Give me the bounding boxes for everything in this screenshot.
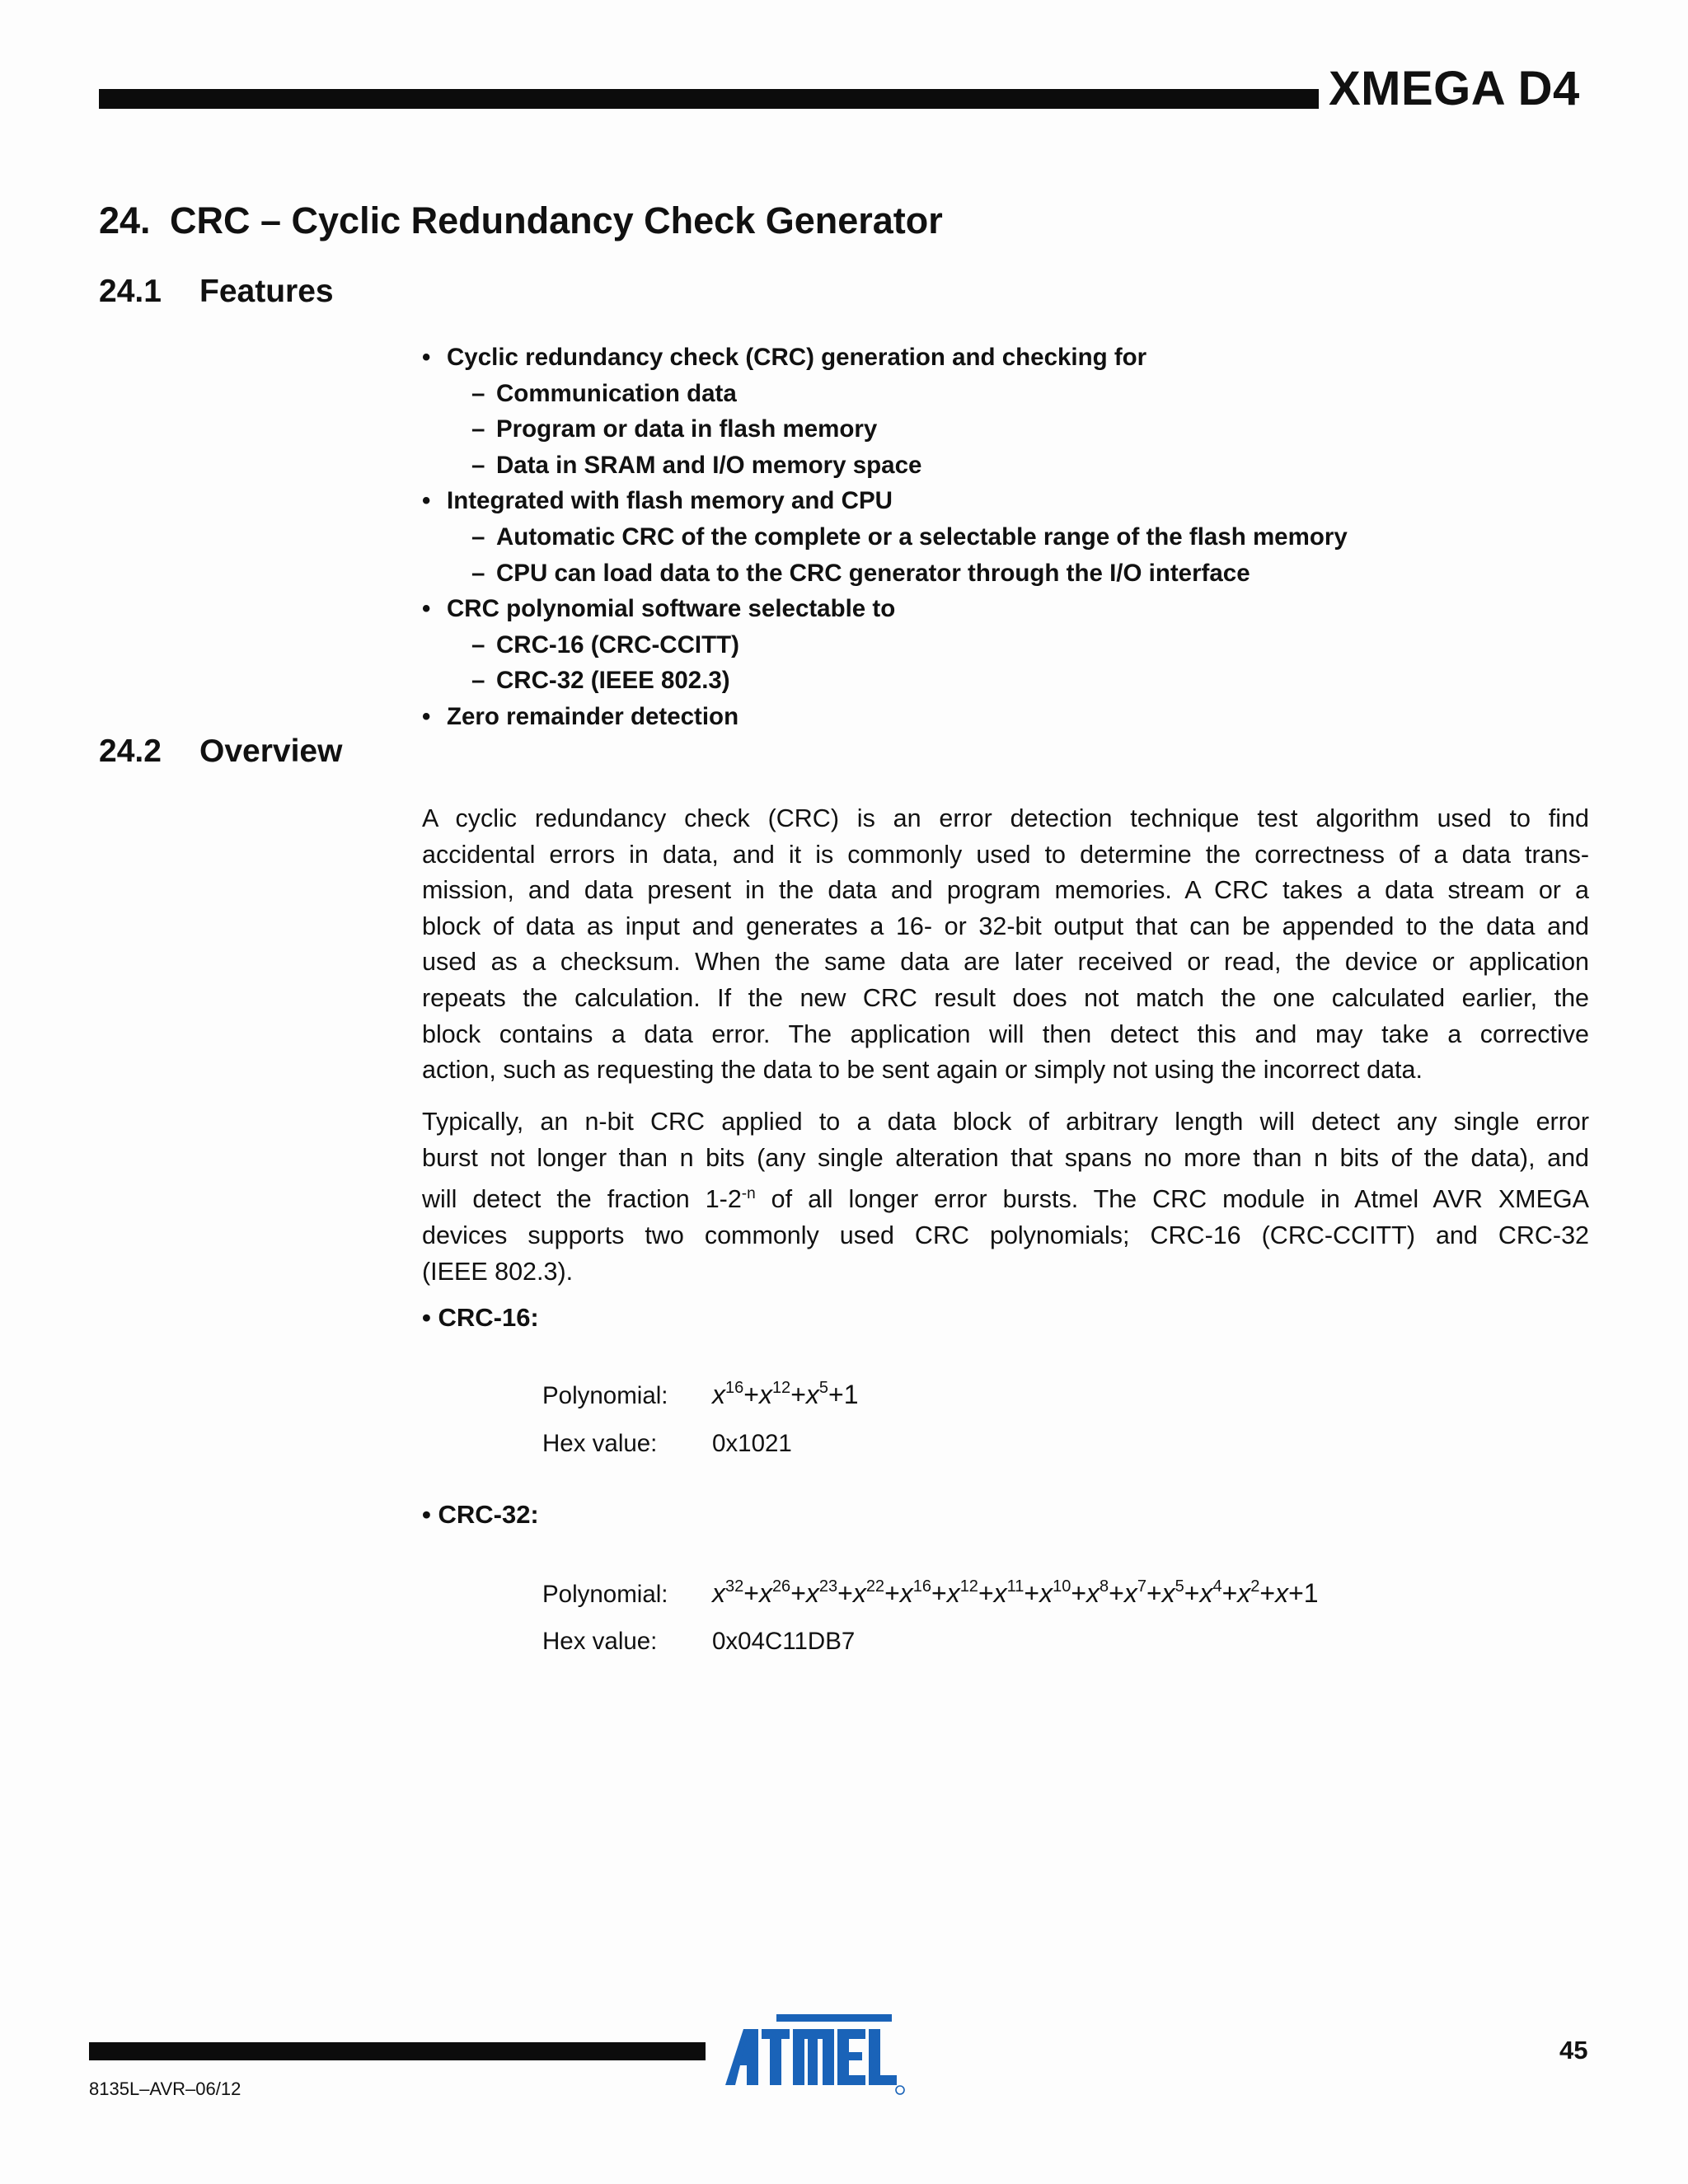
header-rule (99, 89, 1319, 109)
term-exponent: 26 (771, 1577, 791, 1596)
feature-bullet-item: • Zero remainder detection (422, 699, 1348, 735)
polynomial-term (900, 1578, 931, 1608)
polynomial-term (1275, 1578, 1288, 1608)
term-base: x (1275, 1578, 1289, 1608)
plus-sign: + (1184, 1578, 1200, 1608)
paragraph-line: devices supports two commonly used CRC polynomials; CRC-16 (CRC-CCITT) and CRC-32 (422, 1221, 1589, 1249)
plus-sign: + (828, 1380, 844, 1409)
plus-sign: + (743, 1578, 759, 1608)
term-base: x (805, 1380, 819, 1409)
paragraph-line: A cyclic redundancy check (CRC) is an error detection technique test algorithm used to find (422, 804, 1589, 832)
paragraph-line: Typically, an n-bit CRC applied to a data block of arbitrary length will detect any single error (422, 1108, 1589, 1136)
plus-sign: + (790, 1578, 806, 1608)
polynomial-term (712, 1578, 743, 1608)
overview-number: 24.2 (99, 733, 162, 769)
crc16-polynomial-row (542, 1380, 858, 1410)
crc16-hex-value: 0x1021 (712, 1430, 792, 1457)
term-exponent: 5 (1175, 1577, 1184, 1596)
term-exponent: 23 (818, 1577, 838, 1596)
term-exponent: 16 (725, 1379, 744, 1397)
crc32-polynomial-row (542, 1578, 1319, 1609)
feature-sub-item: – Communication data (422, 376, 1348, 412)
features-list (422, 340, 1348, 735)
paragraph-line (422, 1176, 1589, 1218)
term-base: x (805, 1578, 819, 1608)
paragraph-line: accidental errors in data, and it is commonly used to determine the correctness of a data trans- (422, 840, 1589, 869)
document-title: XMEGA D4 (1329, 62, 1580, 115)
crc32-hex-row (542, 1628, 855, 1656)
plus-sign: + (837, 1578, 853, 1608)
features-heading (99, 274, 334, 310)
crc32-polynomial-label: Polynomial: (542, 1581, 668, 1608)
crc16-hex-label: Hex value: (542, 1430, 658, 1457)
term-exponent: 11 (1006, 1577, 1025, 1596)
features-number: 24.1 (99, 274, 162, 309)
polynomial-term (806, 1380, 828, 1409)
term-exponent: 5 (818, 1379, 828, 1397)
plus-sign: + (1146, 1578, 1162, 1608)
term-exponent: 2 (1250, 1577, 1260, 1596)
footer-rule (89, 2042, 706, 2060)
polynomial-term (759, 1380, 790, 1409)
feature-bullet-item: • Cyclic redundancy check (CRC) generation and checking for (422, 340, 1348, 376)
term-base: x (758, 1578, 772, 1608)
fraction-text-after: of all longer error bursts. The CRC module in Atmel AVR XMEGA (755, 1185, 1589, 1214)
term-base: x (1237, 1578, 1251, 1608)
term-base: x (758, 1380, 772, 1409)
term-base: x (946, 1578, 960, 1608)
atmel-logo (725, 2014, 907, 2097)
polynomial-term (1086, 1578, 1109, 1608)
paragraph-line: mission, and data present in the data and program memories. A CRC takes a data stream or a (422, 876, 1589, 905)
crc32-hex-label: Hex value: (542, 1628, 658, 1655)
term-base: x (852, 1578, 866, 1608)
polynomial-term (853, 1578, 884, 1608)
term-exponent: 12 (771, 1379, 791, 1397)
crc32-polynomial (712, 1578, 1319, 1609)
polynomial-term (712, 1380, 743, 1409)
section-title: CRC – Cyclic Redundancy Check Generator (170, 199, 943, 241)
term-base: x (899, 1578, 913, 1608)
term-base: x (1039, 1578, 1053, 1608)
fraction-text: will detect the fraction 1-2 (422, 1185, 742, 1214)
atmel-logo-graphic (725, 2014, 907, 2097)
paragraph-line: used as a checksum. When the same data are later received or read, the device or application (422, 948, 1589, 977)
term-exponent: 4 (1212, 1577, 1222, 1596)
term-base: x (993, 1578, 1007, 1608)
feature-sub-item: – CPU can load data to the CRC generator through the I/O interface (422, 555, 1348, 592)
features-title: Features (199, 274, 334, 309)
crc32-hex-value: 0x04C11DB7 (712, 1628, 856, 1655)
plus-sign: + (1259, 1578, 1276, 1608)
crc16-hex-row (542, 1430, 792, 1458)
term-base: 1 (1303, 1578, 1319, 1608)
term-base: x (1086, 1578, 1100, 1608)
term-base: 1 (843, 1380, 859, 1409)
paragraph-line: burst not longer than n bits (any single alteration that spans no more than n bits of the data), and (422, 1143, 1589, 1172)
overview-title: Overview (199, 733, 343, 769)
term-exponent: 10 (1053, 1577, 1071, 1596)
term-base: x (1199, 1578, 1213, 1608)
term-base: x (1161, 1578, 1175, 1608)
feature-sub-item: – Automatic CRC of the complete or a selectable range of the flash memory (422, 519, 1348, 555)
page-number: 45 (1559, 2036, 1588, 2064)
polynomial-term (994, 1578, 1025, 1608)
polynomial-term (759, 1578, 790, 1608)
section-heading (99, 199, 943, 242)
term-exponent: 8 (1100, 1577, 1109, 1596)
term-exponent: 32 (725, 1577, 744, 1596)
crc16-polynomial (712, 1380, 858, 1410)
polynomial-term (1124, 1578, 1146, 1608)
term-exponent: 22 (865, 1577, 885, 1596)
paragraph-line: action, such as requesting the data to be sent again or simply not using the incorrect data. (422, 1056, 1423, 1085)
fraction-exponent: -n (741, 1185, 756, 1203)
term-base: x (712, 1578, 725, 1608)
feature-bullet-item: • CRC polynomial software selectable to (422, 591, 1348, 627)
overview-paragraph-1 (422, 801, 1589, 1089)
term-exponent: 7 (1137, 1577, 1146, 1596)
plus-sign: + (790, 1380, 806, 1409)
polynomial-term (1162, 1578, 1184, 1608)
plus-sign: + (1288, 1578, 1304, 1608)
feature-sub-item: – Program or data in flash memory (422, 411, 1348, 448)
polynomial-term (1039, 1578, 1071, 1608)
plus-sign: + (1221, 1578, 1238, 1608)
term-base: x (1123, 1578, 1137, 1608)
polynomial-term (806, 1578, 837, 1608)
term-exponent: 16 (912, 1577, 931, 1596)
plus-sign: + (1071, 1578, 1087, 1608)
plus-sign: + (743, 1380, 759, 1409)
feature-sub-item: – CRC-16 (CRC-CCITT) (422, 627, 1348, 663)
document-code: 8135L–AVR–06/12 (89, 2079, 241, 2099)
paragraph-line: (IEEE 802.3). (422, 1257, 574, 1286)
feature-bullet-item: • Integrated with flash memory and CPU (422, 483, 1348, 519)
plus-sign: + (884, 1578, 900, 1608)
polynomial-term (1199, 1578, 1221, 1608)
crc32-heading: • CRC-32: (422, 1500, 539, 1529)
feature-sub-item: – Data in SRAM and I/O memory space (422, 448, 1348, 484)
crc16-heading: • CRC-16: (422, 1303, 539, 1332)
paragraph-line: block contains a data error. The application will then detect this and may take a corrective (422, 1019, 1589, 1048)
term-exponent: 12 (959, 1577, 978, 1596)
term-base: x (712, 1380, 725, 1409)
plus-sign: + (1109, 1578, 1124, 1608)
overview-paragraph-2 (422, 1104, 1589, 1290)
polynomial-term (844, 1380, 859, 1409)
feature-sub-item: – CRC-32 (IEEE 802.3) (422, 663, 1348, 699)
plus-sign: + (1024, 1578, 1040, 1608)
section-number: 24. (99, 199, 151, 241)
plus-sign: + (931, 1578, 947, 1608)
paragraph-line: repeats the calculation. If the new CRC result does not match the one calculated earlier, the (422, 983, 1589, 1012)
polynomial-term (947, 1578, 978, 1608)
crc16-polynomial-label: Polynomial: (542, 1382, 668, 1409)
paragraph-line: block of data as input and generates a 16- or 32-bit output that can be appended to the data and (422, 912, 1589, 940)
polynomial-term (1304, 1578, 1319, 1608)
plus-sign: + (978, 1578, 994, 1608)
overview-heading (99, 733, 342, 770)
polynomial-term (1237, 1578, 1259, 1608)
